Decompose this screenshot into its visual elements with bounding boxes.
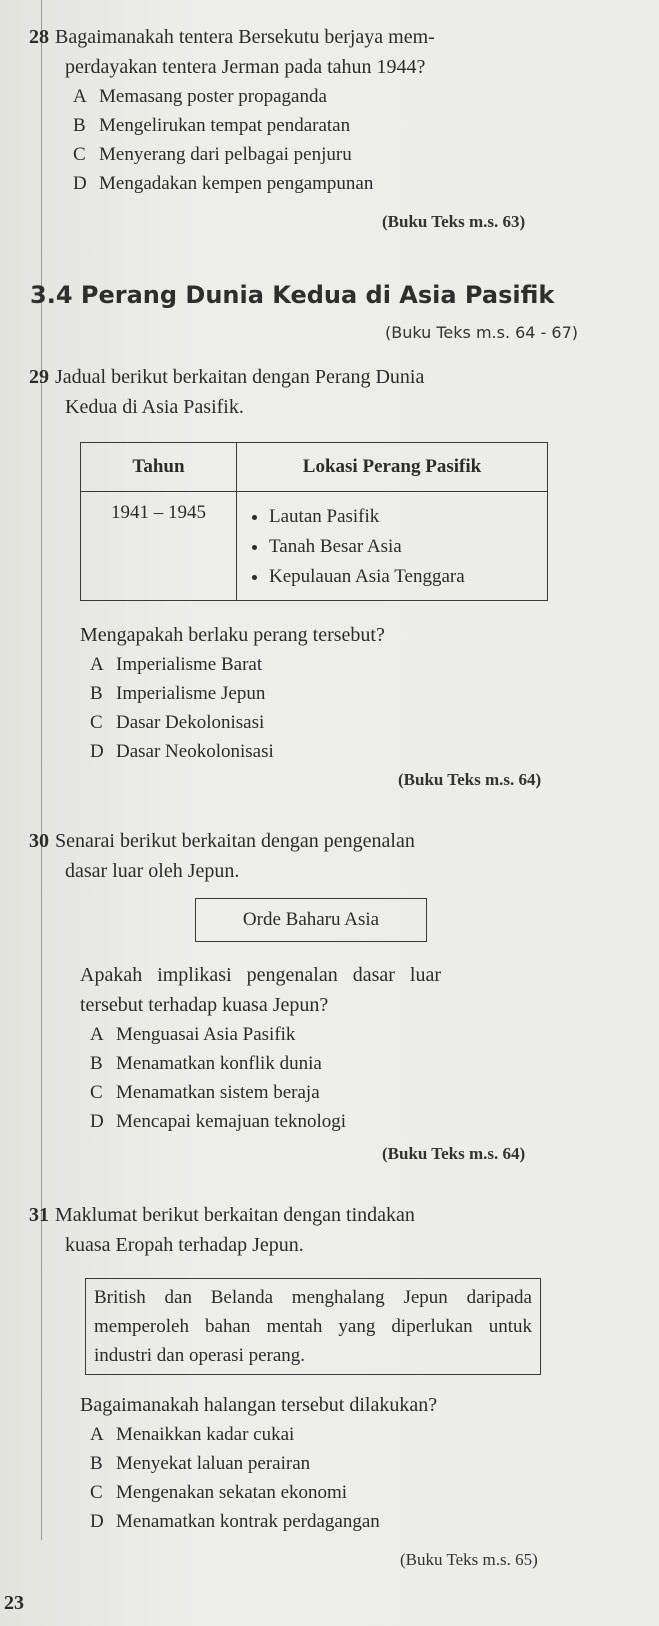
location-item: • Lautan Pasifik: [269, 502, 537, 532]
question-28-number: 28: [29, 26, 49, 48]
question-30-prompt: [80, 960, 590, 1136]
question-29-option-b[interactable]: B Imperialisme Jepun: [90, 683, 266, 704]
question-29-reference: (Buku Teks m.s. 64): [398, 770, 542, 789]
question-29-option-c[interactable]: C Dasar Dekolonisasi: [90, 712, 265, 733]
question-28-option-c[interactable]: C Menyerang dari pelbagai penjuru: [73, 144, 352, 165]
question-30-question-line2: tersebut terhadap kuasa Jepun?: [80, 994, 329, 1016]
location-item: • Tanah Besar Asia: [269, 532, 537, 562]
question-31-number: 31: [29, 1204, 49, 1226]
question-31-prompt: [80, 1390, 590, 1536]
table-header-year: Tahun: [81, 443, 237, 492]
question-29-text-line1: Jadual berikut berkaitan dengan Perang Dunia: [55, 366, 425, 388]
question-30: [29, 826, 557, 886]
location-item: • Kepulauan Asia Tenggara: [269, 562, 537, 592]
question-30-text-line1: Senarai berikut berkaitan dengan pengenalan: [55, 830, 415, 852]
margin-line: [41, 0, 42, 1540]
question-31-reference: (Buku Teks m.s. 65): [400, 1550, 538, 1569]
question-28-option-d[interactable]: D Mengadakan kempen pengampunan: [73, 173, 374, 194]
question-28-reference: (Buku Teks m.s. 63): [382, 212, 526, 231]
question-29: [29, 362, 557, 422]
question-29-number: 29: [29, 366, 49, 388]
question-29-question: Mengapakah berlaku perang tersebut?: [80, 624, 385, 646]
question-29-stem: [29, 362, 557, 392]
question-31-option-c[interactable]: C Mengenakan sekatan ekonomi: [90, 1482, 348, 1503]
question-30-reference: (Buku Teks m.s. 64): [382, 1144, 526, 1163]
table-cell-year: 1941 – 1945: [81, 492, 237, 601]
question-30-option-b[interactable]: B Menamatkan konflik dunia: [90, 1053, 322, 1074]
question-28-option-b[interactable]: B Mengelirukan tempat pendaratan: [73, 115, 351, 136]
question-31-option-b[interactable]: B Menyekat laluan perairan: [90, 1453, 311, 1474]
question-28-option-a[interactable]: A Memasang poster propaganda: [73, 86, 327, 107]
page-number: 23: [4, 1592, 24, 1614]
question-28-text-line2: perdayakan tentera Jerman pada tahun 1944?: [65, 56, 426, 78]
question-29-option-a[interactable]: A Imperialisme Barat: [90, 654, 263, 675]
question-31-text-line2: kuasa Eropah terhadap Jepun.: [65, 1234, 304, 1256]
question-30-number: 30: [29, 830, 49, 852]
question-30-stem: [29, 826, 557, 856]
question-29-text-line2: Kedua di Asia Pasifik.: [65, 396, 244, 418]
question-28-stem: [29, 22, 557, 52]
question-30-text-line2: dasar luar oleh Jepun.: [65, 860, 240, 882]
section-title: 3.4 Perang Dunia Kedua di Asia Pasifik: [30, 281, 555, 309]
question-30-question-line1: Apakah implikasi pengenalan dasar luar: [80, 964, 441, 986]
question-31-text-line1: Maklumat berikut berkaitan dengan tindakan: [55, 1204, 415, 1226]
question-30-box: Orde Baharu Asia: [195, 898, 427, 942]
question-31-box: British dan Belanda menghalang Jepun daripada memperoleh bahan mentah yang diperlukan untuk industri dan operasi perang.: [85, 1278, 541, 1375]
question-31-stem: [29, 1200, 557, 1230]
question-30-option-a[interactable]: A Menguasai Asia Pasifik: [90, 1024, 296, 1045]
table-header-location: Lokasi Perang Pasifik: [237, 443, 548, 492]
question-29-prompt: [80, 620, 590, 766]
question-29-option-d[interactable]: D Dasar Neokolonisasi: [90, 741, 274, 762]
question-31-question: Bagaimanakah halangan tersebut dilakukan?: [80, 1394, 438, 1416]
question-31-option-d[interactable]: D Menamatkan kontrak perdagangan: [90, 1511, 380, 1532]
question-31-option-a[interactable]: A Menaikkan kadar cukai: [90, 1424, 295, 1445]
section-reference: (Buku Teks m.s. 64 - 67): [385, 323, 579, 342]
question-28: [29, 22, 557, 198]
table-cell-locations: [237, 492, 548, 601]
question-30-option-c[interactable]: C Menamatkan sistem beraja: [90, 1082, 320, 1103]
question-28-text-line1: Bagaimanakah tentera Bersekutu berjaya mem-: [55, 26, 435, 48]
question-30-option-d[interactable]: D Mencapai kemajuan teknologi: [90, 1111, 347, 1132]
question-29-table: [80, 442, 548, 601]
question-31: [29, 1200, 557, 1260]
